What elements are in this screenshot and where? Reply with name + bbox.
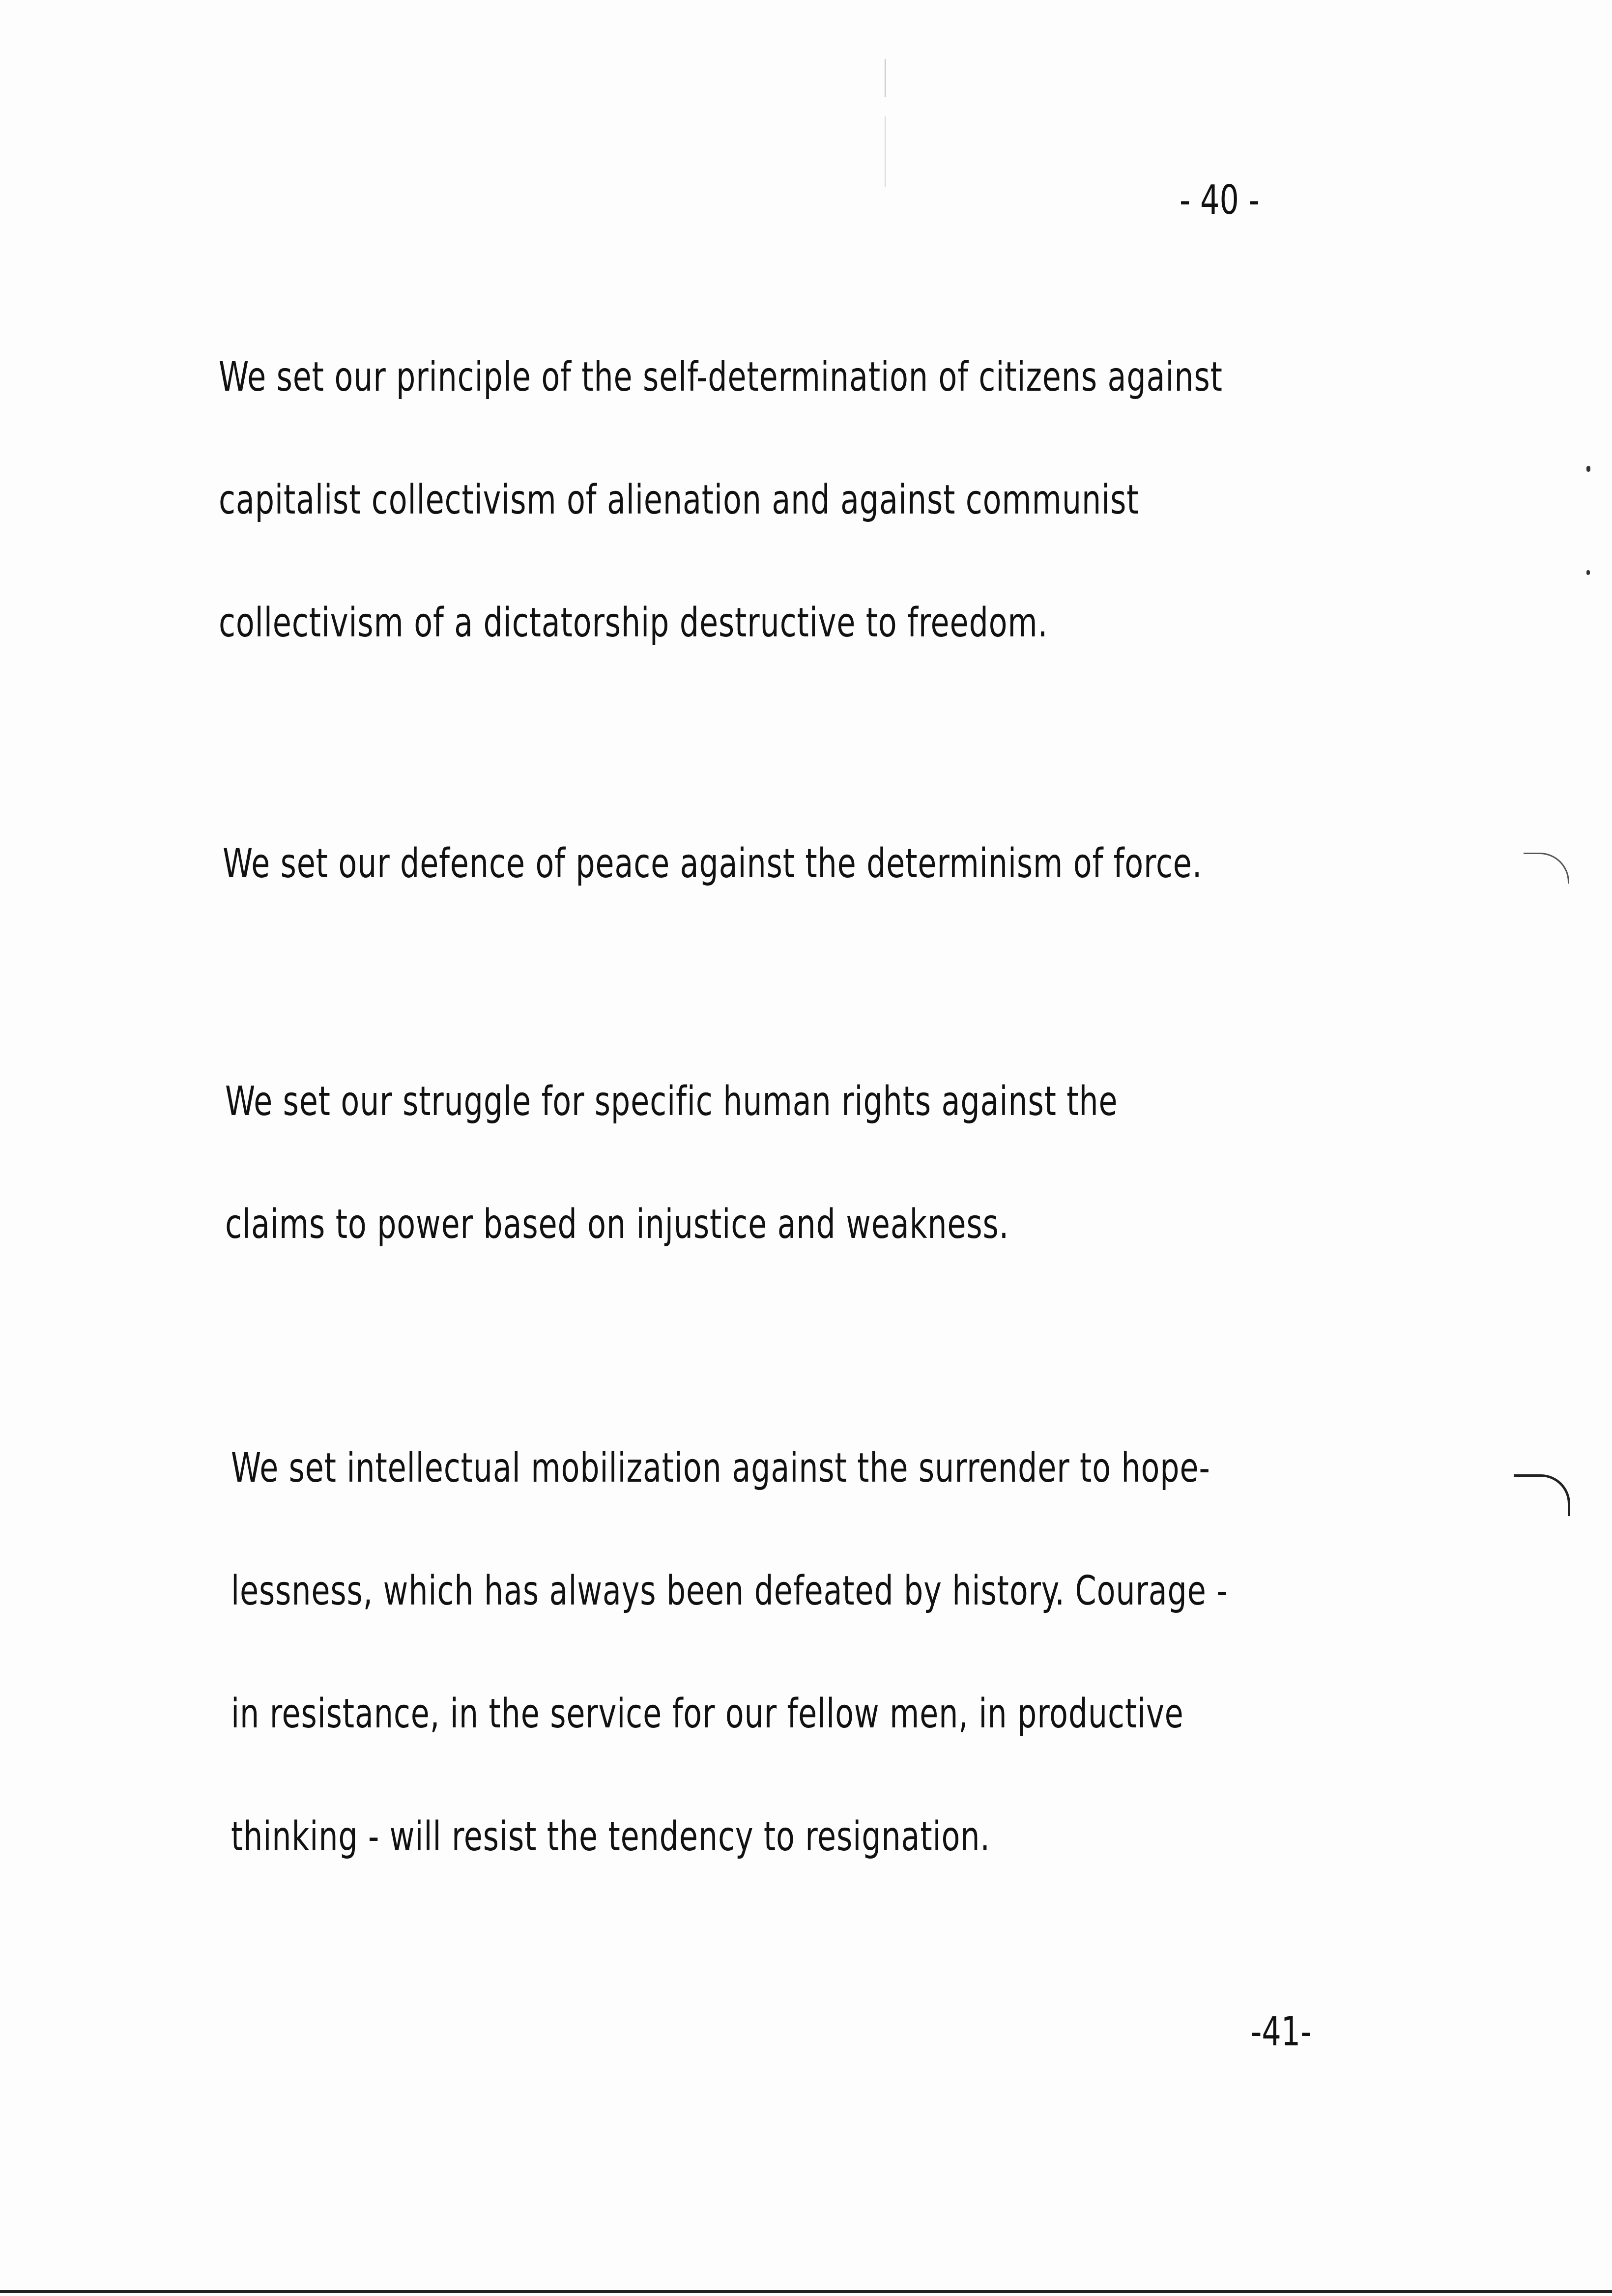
paragraph-1-line-3: collectivism of a dictatorship destructive to freedom. [219, 600, 1048, 646]
paragraph-1-line-2: capitalist collectivism of alienation and against communist [219, 477, 1139, 523]
paragraph-2-line-1: We set our defence of peace against the determinism of force. [223, 840, 1203, 887]
paragraph-3-line-1: We set our struggle for specific human rights against the [225, 1078, 1118, 1125]
scan-speck [1586, 466, 1590, 472]
paragraph-4-line-4: thinking - will resist the tendency to resignation. [231, 1813, 990, 1860]
paragraph-3-line-2: claims to power based on injustice and weakness. [225, 1201, 1009, 1248]
page-number: - 40 - [1180, 177, 1260, 224]
bottom-rule [0, 2290, 1612, 2293]
scan-fold-mark [885, 59, 886, 187]
paragraph-1-line-1: We set our principle of the self-determination of citizens against [219, 354, 1223, 401]
paragraph-4-line-2: lessness, which has always been defeated by history. Courage - [231, 1568, 1228, 1614]
paragraph-4-line-1: We set intellectual mobilization against the surrender to hope- [231, 1445, 1210, 1492]
scan-speck [1586, 570, 1590, 575]
margin-bracket-mark [1524, 853, 1569, 884]
next-page-marker: -41- [1251, 2009, 1312, 2055]
margin-bracket-mark [1514, 1474, 1570, 1516]
paragraph-4-line-3: in resistance, in the service for our fellow men, in productive [231, 1691, 1184, 1737]
